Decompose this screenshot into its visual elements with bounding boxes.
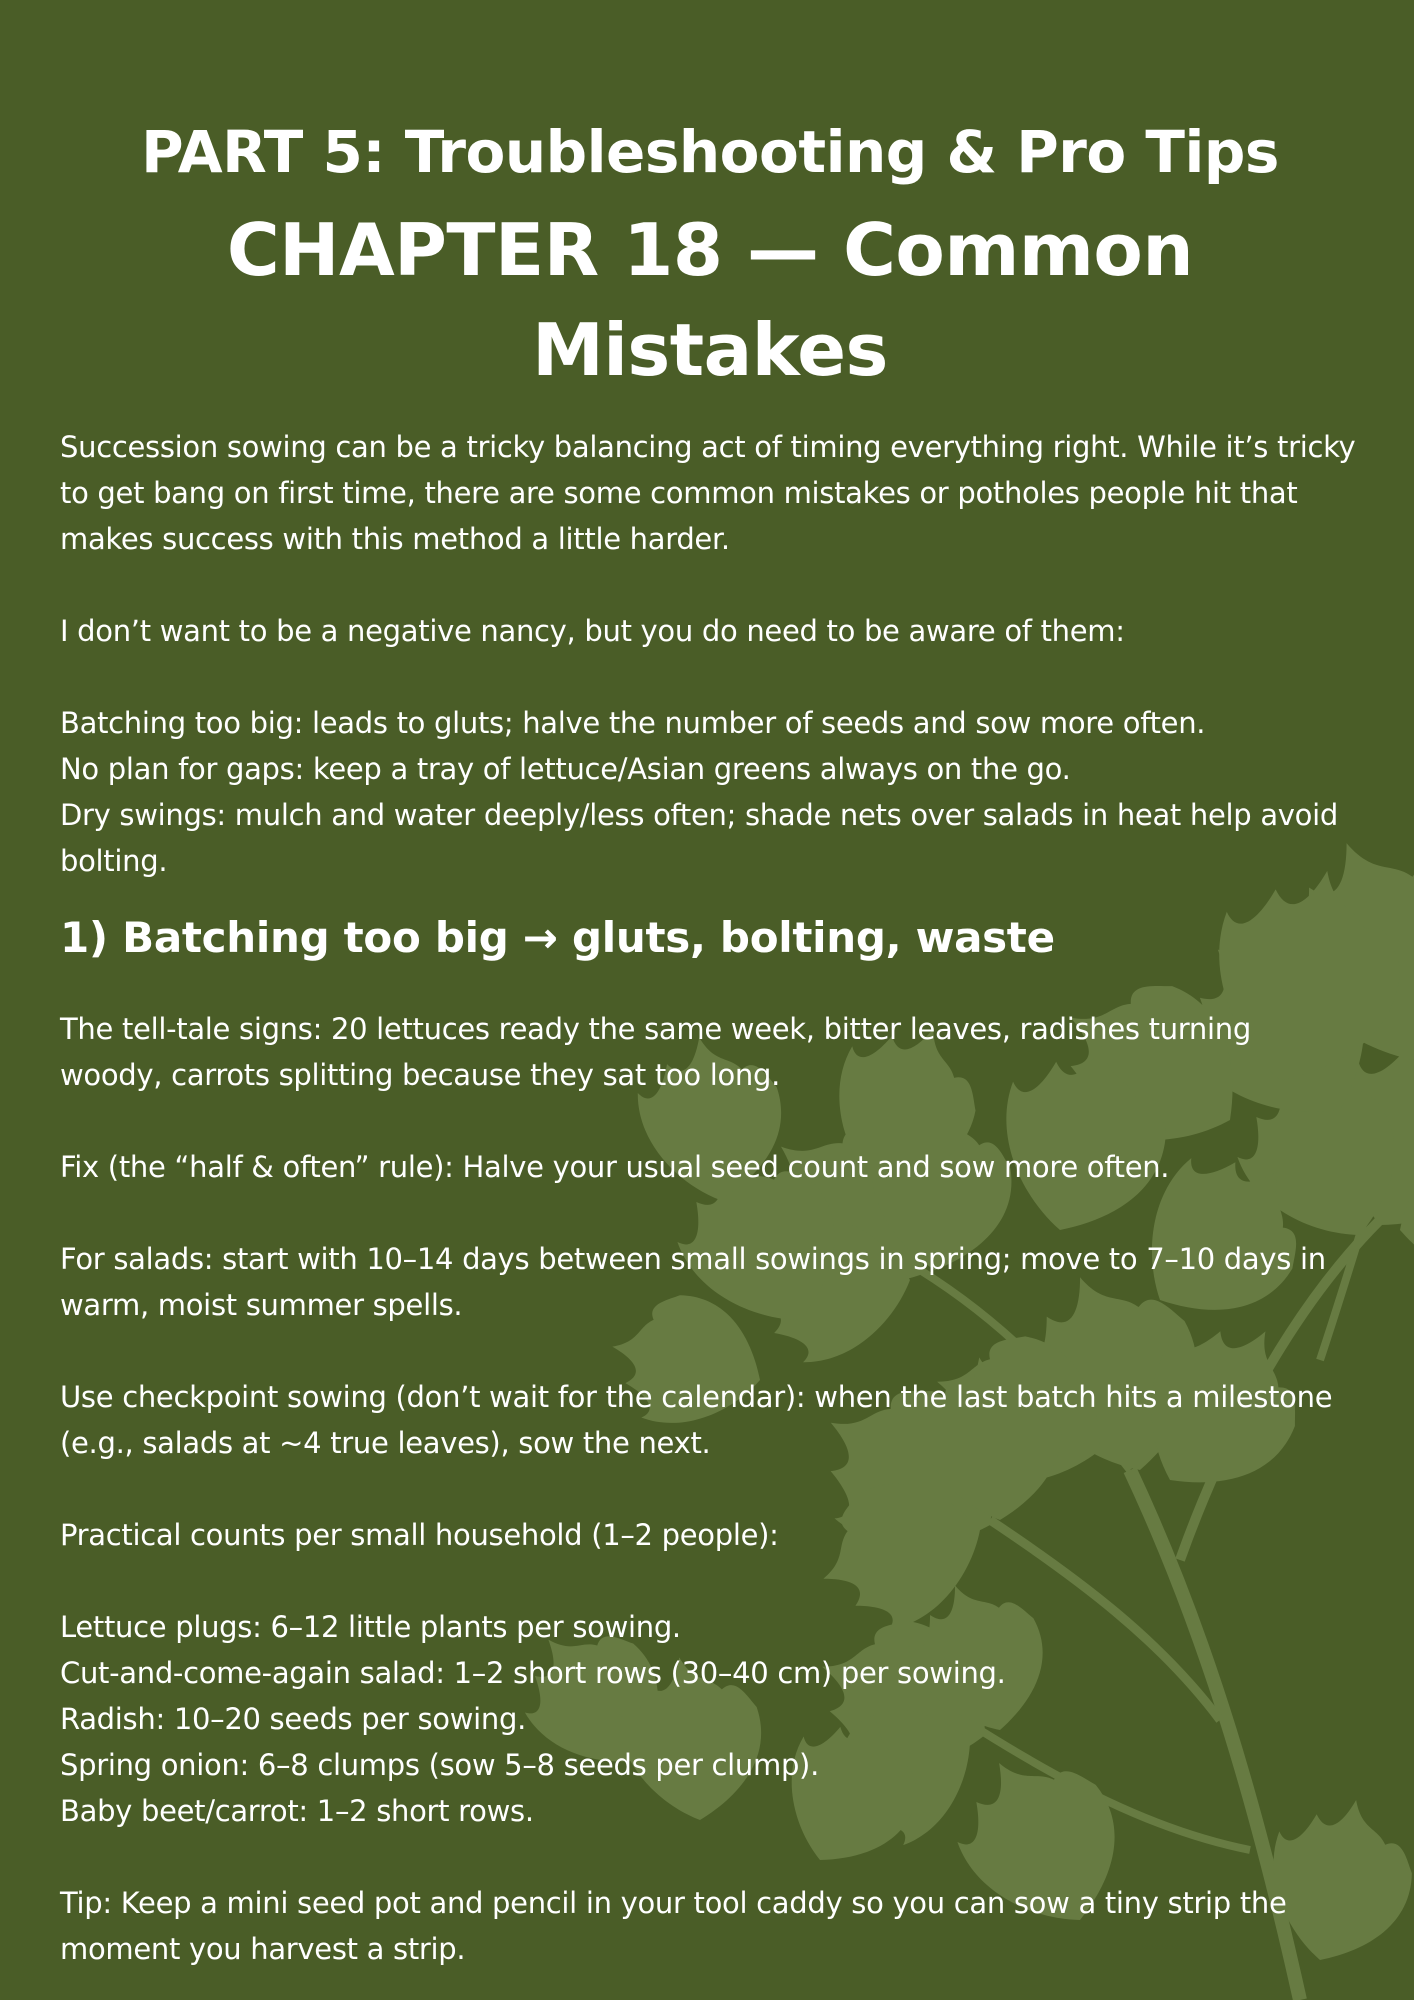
tip-paragraph: Tip: Keep a mini seed pot and pencil in your tool caddy so you can sow a tiny strip the moment you harvest a strip. <box>60 1886 1287 1966</box>
document-content <box>60 112 1360 1972</box>
counts-list <box>60 1604 1360 1834</box>
body-paragraph: Fix (the “half & often” rule): Halve your usual seed count and sow more often. <box>60 1150 1170 1184</box>
body-paragraph: For salads: start with 10–14 days between small sowings in spring; move to 7–10 days in warm, moist summer spells. <box>60 1242 1326 1322</box>
list-item: Batching too big: leads to gluts; halve the number of seeds and sow more often. <box>60 706 1206 740</box>
mistakes-list <box>60 700 1360 884</box>
list-item: Baby beet/carrot: 1–2 short rows. <box>60 1794 534 1828</box>
chapter-title: CHAPTER 18 — Common Mistakes <box>226 208 1194 392</box>
list-item: Radish: 10–20 seeds per sowing. <box>60 1702 527 1736</box>
section-heading: 1) Batching too big → gluts, bolting, waste <box>60 913 1055 962</box>
intro-paragraph: Succession sowing can be a tricky balancing act of timing everything right. While it’s tricky to get bang on first time, there are some common mistakes or potholes people hit that makes success with this method a little harder. <box>60 430 1356 556</box>
body-paragraph: The tell-tale signs: 20 lettuces ready the same week, bitter leaves, radishes turning woody, carrots splitting because they sat too long. <box>60 1012 1251 1092</box>
part-title: PART 5: Troubleshooting & Pro Tips <box>141 118 1279 186</box>
list-item: Dry swings: mulch and water deeply/less often; shade nets over salads in heat help avoid bolting. <box>60 798 1338 878</box>
list-item: Spring onion: 6–8 clumps (sow 5–8 seeds per clump). <box>60 1748 819 1782</box>
intro-paragraph: I don’t want to be a negative nancy, but you do need to be aware of them: <box>60 614 1125 648</box>
list-item: Lettuce plugs: 6–12 little plants per sowing. <box>60 1610 681 1644</box>
list-item: Cut-and-come-again salad: 1–2 short rows (30–40 cm) per sowing. <box>60 1656 1006 1690</box>
body-paragraph: Practical counts per small household (1–2 people): <box>60 1518 779 1552</box>
list-item: No plan for gaps: keep a tray of lettuce/Asian greens always on the go. <box>60 752 1071 786</box>
body-paragraph: Use checkpoint sowing (don’t wait for the calendar): when the last batch hits a milestone (e.g., salads at ~4 true leaves), sow the next. <box>60 1380 1333 1460</box>
